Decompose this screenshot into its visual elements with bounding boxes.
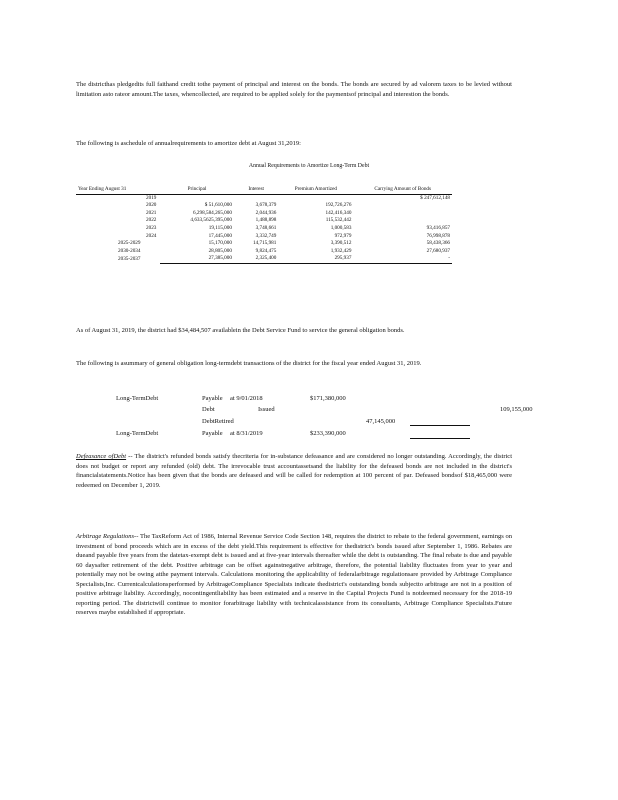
- table-title: Annual Requirements to Amortize Long-Term Debt: [248, 163, 370, 169]
- cell-interest: 3,332,749: [255, 232, 277, 239]
- cell-premium: 192,726,276: [325, 202, 352, 209]
- cell-principal: 28,805,000: [208, 247, 232, 254]
- debt-service-paragraph: As of August 31, 2019, the district had $34,484,507 availablein the Debt Service Fund to service the general obligation bonds.: [76, 327, 405, 334]
- cell-premium: 115,532,442: [325, 217, 352, 224]
- col-header-carrying: Carrying Amount of Bonds: [353, 186, 452, 194]
- cell-year: 2025-2029: [118, 240, 141, 247]
- summary-row2-value: $233,390,000: [310, 430, 346, 437]
- cell-principal: 4,633,5625,395,000: [190, 217, 232, 224]
- cell-principal: $ 51,610,000: [204, 202, 232, 209]
- defeasance-text: -- The district's refunded bonds satisfy thecriteria for in-substance defeasance and are considered no longer outstanding. Accordingly, the district does not budget or report any refunded (old) debt. The irrevocable trust accountassetsand the liability for the defeased bonds are not included in the district's financialstatements.Notice has been given that the bonds are defeased and will be called for redemption at 100 percent of par. Defeased bondsof $18,465,000 were redeemed on December 1, 2019.: [76, 453, 513, 489]
- cell-premium: 142,416,340: [325, 209, 352, 216]
- table-row: [76, 255, 452, 263]
- cell-carrying: 93,416,857: [426, 224, 450, 231]
- arbitrage-text: The TaxReform Act of 1986, Internal Revenue Service Code Section 148, requires the district to rebate to the federal government, earnings on investment of bond proceeds which are in excess of the debt yield.This requirement is effective for thedistrict's bonds issued after September 1, 1986. Rebates are dueand payable five years from the datetax-exempt debt is issued and at five-year intervals thereafter while the debt is outstanding. The final rebate is due and payable 60 daysafter retirement of the debt. Positive arbitrage can be offset againstnegative arbitrage, therefore, the potential liability fluctuates from year to year and potentially may not be owing atthe payment intervals. Calculations monitoring the applicability of federalarbitrage regulationsare provided by Arbitrage Compliance Specialists,Inc. Currentcalculationsperformed by ArbitrageCompliance Specialists indicate thedistrict's outstanding bonds subjectto arbitrage are not in a position of positive arbitrage liability. Accordingly, nocontingentliability has been estimated and a reserve in the Capital Projects Fund is notdeemed necessary for the 2018-19 reporting period. The districtwill continue to monitor forarbitrage liability with technicalassistance from its consultants, Arbitrage Compliance Specialists.Future reserves maybe established if appropriate.: [76, 533, 512, 616]
- summary-row1-label: Long-TermDebt: [116, 395, 159, 402]
- table-row: [76, 248, 452, 256]
- arbitrage-paragraph: [76, 532, 512, 618]
- col-header-year: Year Ending August 31: [76, 186, 160, 194]
- summary-row2-date: at 8/31/2019: [230, 430, 263, 437]
- summary-retired-label: DebtRetired: [202, 418, 234, 425]
- summary-row1-date: at 9/01/2018: [230, 395, 263, 402]
- cell-carrying: 58,438,366: [426, 240, 450, 247]
- cell-interest: [234, 194, 278, 202]
- summary-issued-label: Debt: [202, 406, 215, 413]
- cell-interest: 9,824,475: [255, 247, 277, 254]
- summary-rule-1: [410, 425, 470, 426]
- cell-principal: 17,445,000: [208, 232, 232, 239]
- cell-year: 2020: [146, 202, 157, 209]
- cell-carrying: $ 247,612,148: [420, 194, 450, 201]
- cell-carrying: -: [353, 255, 452, 263]
- debt-schedule-table: [76, 186, 452, 264]
- cell-interest: 2,325,400: [234, 255, 278, 263]
- cell-interest: 2,044,936: [255, 209, 277, 216]
- schedule-intro: The following is aschedule of annualrequirements to amortize debt at August 31,2019:: [76, 140, 301, 147]
- cell-premium: [278, 194, 353, 202]
- arbitrage-heading: Arbitrage Regulations--: [76, 533, 139, 540]
- table-row: [76, 233, 452, 241]
- cell-interest: 14,715,981: [253, 240, 277, 247]
- cell-premium: 972,979: [334, 232, 352, 239]
- pledge-paragraph: The districthas pledgedits full faithand credit tothe payment of principal and interest on the bonds. The bonds are secured by ad valorem taxes to be levied without limitation asto rateor amount.The taxes, whencollected, are required to be applied solely for the paymentsof principal and interestion the bonds.: [76, 81, 512, 98]
- summary-row1-payable: Payable: [202, 395, 223, 402]
- summary-row2-label: Long-TermDebt: [116, 430, 159, 437]
- cell-year: 2019: [146, 194, 157, 201]
- cell-principal: 27,385,000: [160, 255, 234, 263]
- cell-carrying: 76,998,878: [426, 232, 450, 239]
- cell-year: 2023: [146, 224, 157, 231]
- summary-row2-payable: Payable: [202, 430, 223, 437]
- cell-interest: 1,488,898: [255, 217, 277, 224]
- cell-year: 2035-2037: [118, 255, 141, 262]
- table-row: [76, 202, 452, 210]
- cell-carrying: 27,680,937: [426, 247, 450, 254]
- table-row: [76, 194, 452, 202]
- cell-principal: [160, 194, 234, 202]
- cell-interest: 3,748,661: [255, 224, 277, 231]
- table-row: [76, 225, 452, 233]
- cell-carrying: [353, 210, 452, 218]
- cell-interest: 3,678,379: [255, 202, 277, 209]
- cell-principal: 15,170,000: [208, 240, 232, 247]
- summary-row1-value: $171,380,000: [310, 395, 346, 402]
- cell-premium: 3,390,512: [330, 240, 352, 247]
- table-row: [76, 240, 452, 248]
- cell-year: 2024: [146, 232, 157, 239]
- defeasance-heading: Defeasance ofDebt: [76, 453, 127, 460]
- cell-premium: 1,932,429: [330, 247, 352, 254]
- summary-retired-value: 47,145,000: [366, 418, 396, 425]
- defeasance-paragraph: [76, 452, 512, 490]
- cell-premium: 295,937: [278, 255, 353, 263]
- cell-year: 2030-2034: [118, 247, 141, 254]
- cell-principal: 6,298,584,265,000: [193, 209, 232, 216]
- cell-carrying: [353, 202, 452, 210]
- col-header-principal: Principal: [160, 186, 234, 194]
- cell-year: 2022: [146, 217, 157, 224]
- cell-premium: 1,000,583: [330, 224, 352, 231]
- col-header-interest: Interest: [234, 186, 278, 194]
- cell-carrying: [353, 217, 452, 225]
- summary-issued-value: 109,155,000: [500, 406, 533, 413]
- cell-year: 2021: [146, 209, 157, 216]
- col-header-premium: Premium Amortized: [278, 186, 353, 194]
- table-row: [76, 217, 452, 225]
- summary-intro: The following is asummary of general obligation long-termdebt transactions of the district for the fiscal year ended August 31, 2019.: [76, 360, 422, 367]
- summary-issued-word: Issued: [258, 406, 275, 413]
- summary-rule-2: [410, 438, 470, 439]
- table-row: [76, 210, 452, 218]
- cell-principal: 19,115,000: [208, 224, 232, 231]
